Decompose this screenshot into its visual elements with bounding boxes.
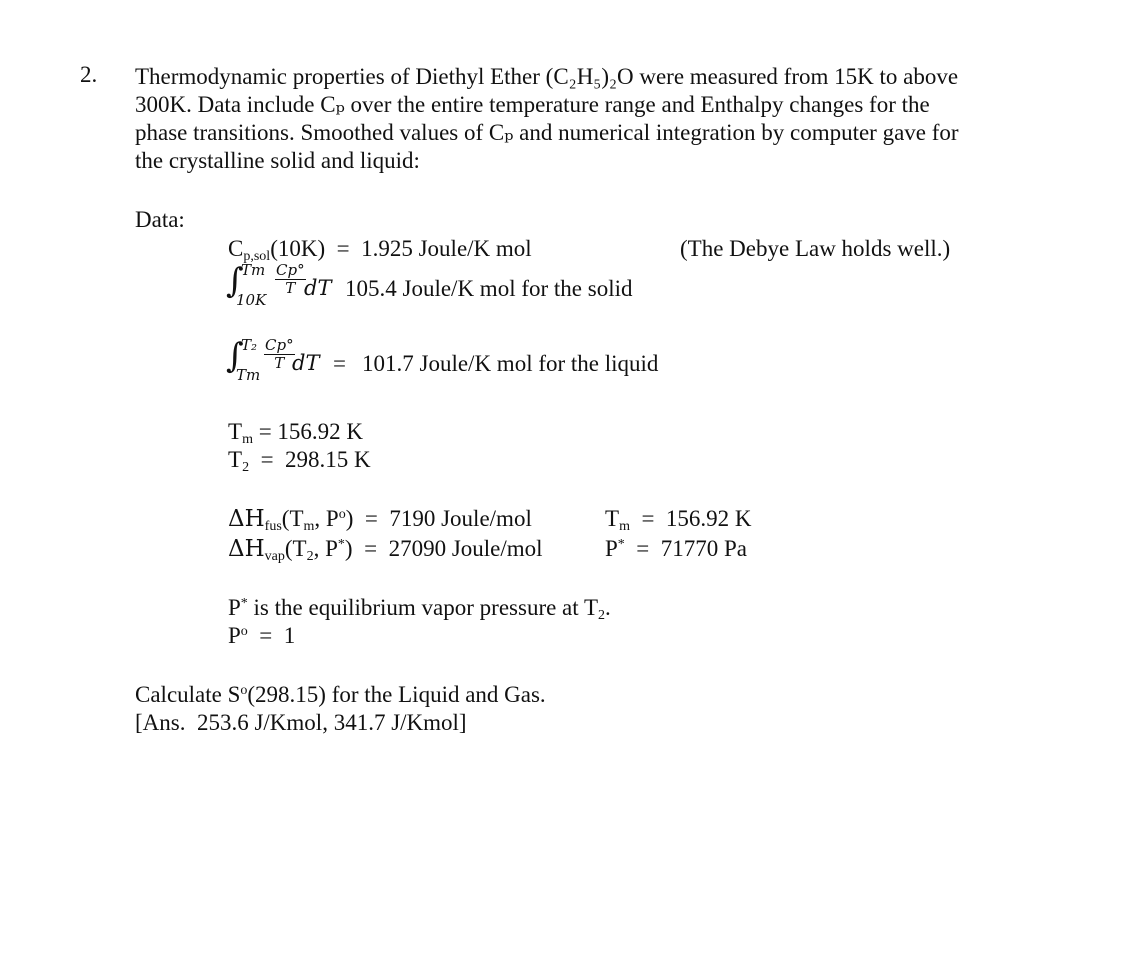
t-symbol: T [605,506,620,531]
differential: dT [304,276,332,300]
calculate-text: Calculate S [135,682,241,707]
pstar-side-line [605,537,747,560]
cp-sol-line [228,236,532,264]
problem-number: 2. [80,62,98,87]
differential: dT [292,351,320,375]
integrand-numerator: Cp° [265,336,294,354]
equals-sign: = [336,236,350,261]
integrand-numerator: Cp° [276,261,305,279]
p-superscript: o [240,624,248,639]
t-subscript: m [619,519,630,534]
cp-subscript: p,sol [243,249,271,264]
integrand-denominator: T [274,354,285,372]
calculate-superscript: o [240,683,248,698]
dh-subscript: vap [264,549,285,564]
dh-args-sup: * [337,537,345,552]
integrand-denominator: T [285,279,296,297]
cp-sol-value: 1.925 Joule/K mol [361,236,532,261]
statement-line: the crystalline solid and liquid: [135,148,420,173]
calculate-prompt [135,683,546,706]
pstar-note-text: is the equilibrium vapor pressure at T [247,595,599,620]
p-superscript: * [240,596,248,611]
t-symbol: T [228,447,243,472]
dh-args: (T [284,536,307,561]
integral-lower-limit: Tm [236,366,261,384]
integral-sign-icon: ∫ [226,336,244,376]
problem-statement [135,63,1065,175]
calculate-text: (298.15) for the Liquid and Gas. [247,682,546,707]
po-value: = 1 [247,623,296,648]
tm-line [228,419,364,447]
tm-value: = 156.92 K [252,419,364,444]
t2-value: = 298.15 K [249,447,371,472]
dh-args: ) [345,506,354,531]
tm-side-line [605,506,752,534]
integrand-fraction [264,338,295,371]
debye-note: (The Debye Law holds well.) [680,236,951,261]
dh-args: , P [314,506,339,531]
p-symbol: P [605,536,618,561]
dh-args: ) [344,536,353,561]
p-symbol: P [228,623,241,648]
statement-line: Thermodynamic properties of Diethyl Ether (C₂H₅)₂O were measured from 15K to above [135,64,959,89]
t2-line [228,447,371,475]
cp-arg: (10K) [270,236,326,261]
pstar-note-text: . [605,595,611,620]
dh-args-sub: m [303,519,315,534]
dh-args-sup: o [338,507,346,522]
po-line [228,624,295,647]
p-superscript: * [617,537,625,552]
pstar-side-value: = 71770 Pa [624,536,748,561]
t-subscript: m [242,432,253,447]
statement-line: 300K. Data include Cₚ over the entire temperature range and Enthalpy changes for the [135,92,930,117]
answer: [Ans. 253.6 J/Kmol, 341.7 J/Kmol] [135,710,467,735]
integral-upper-limit: T₂ [241,336,258,354]
integral-liquid-value: 101.7 Joule/K mol for the liquid [362,351,659,376]
dh-args: , P [313,536,338,561]
dh-args: (T [281,506,304,531]
dh-subscript: fus [264,519,282,534]
data-label: Data: [135,207,185,232]
integral-lower-limit: 10K [236,291,267,309]
delta-h-symbol: ΔH [228,506,265,532]
dh-fus-value: 7190 Joule/mol [389,506,532,531]
dh-fus-line [228,506,532,534]
cp-symbol: C [228,236,244,261]
equals-sign: = [364,506,378,531]
delta-h-symbol: ΔH [228,536,265,562]
statement-line: phase transitions. Smoothed values of Cₚ and numerical integration by computer gave for [135,120,959,145]
equals-sign: = [364,536,378,561]
integral-solid-value: 105.4 Joule/K mol for the solid [345,276,633,301]
integrand-fraction [275,263,306,296]
t-subscript: 2 [598,608,606,623]
integral-upper-limit: Tm [241,261,266,279]
t-symbol: T [228,419,243,444]
p-symbol: P [228,595,241,620]
t-subscript: 2 [242,460,250,475]
dh-args-sub: 2 [306,549,314,564]
pstar-note [228,595,611,623]
tm-side-value: = 156.92 K [629,506,752,531]
dh-vap-value: 27090 Joule/mol [388,536,543,561]
dh-vap-line [228,536,543,564]
integral-sign-icon: ∫ [226,261,244,301]
equals-sign: = [333,351,346,376]
